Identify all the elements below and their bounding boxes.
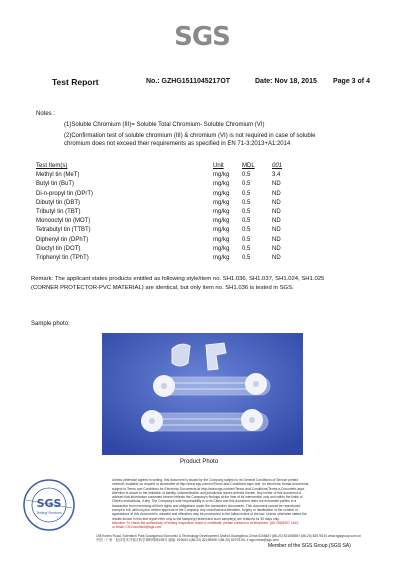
terms-fine-print	[112, 478, 378, 530]
table-row	[36, 190, 281, 199]
cell-mdl: 0.5	[242, 254, 251, 261]
sgs-logo	[174, 22, 230, 52]
cell-test-item: Monooctyl tin (MOT)	[36, 218, 91, 225]
fine-print-line: Client's instructions, if any. The Company's sole responsibility is to its Client and this document does not exonerate parties to a	[112, 499, 297, 504]
table-row	[36, 199, 281, 208]
page-number: Page 3 of 4	[333, 78, 370, 85]
cell-mdl: 0.5	[242, 236, 251, 243]
cell-mdl: 0.5	[242, 245, 251, 252]
results-table	[36, 162, 283, 263]
cell-result: ND	[272, 218, 281, 225]
cell-test-item: Butyl tin (BuT)	[36, 181, 75, 188]
seal-subtitle: Testing Services	[36, 511, 62, 515]
cell-unit: mg/kg	[213, 199, 230, 206]
cell-test-item: Di-n-propyl tin (DPrT)	[36, 190, 94, 197]
cell-mdl: 0.5	[242, 199, 251, 206]
notes-label: Notes :	[36, 111, 56, 117]
cell-result: ND	[272, 245, 281, 252]
col-header-unit: Unit	[213, 163, 224, 169]
fine-print-line: overleaf, available on request or accessible at http://www.sgs.com/en/Terms-and-Conditions.aspx and, for electronic format documents,	[112, 482, 310, 487]
fine-print-line: Unless otherwise agreed in writing, this document is issued by the Company subject to its General Conditions of Service printed	[112, 478, 299, 482]
fine-print-line: or email: CN.Doccheck@sgs.com	[112, 525, 162, 530]
table-row	[36, 180, 281, 189]
table-row	[36, 171, 281, 180]
sample-photo-label: Sample photo:	[31, 321, 70, 327]
report-date: Date: Nov 18, 2015	[255, 78, 317, 85]
report-title: Test Report	[52, 77, 99, 87]
cell-mdl: 0.5	[242, 181, 251, 188]
note-2-line-1: (2)Confirmation test of soluble chromium (III) & chromium (VI) is not required in case of soluble	[64, 133, 316, 139]
remark-line-2: (CORNER PROTECTOR-PVC MATERIAL) are identical, but only item no. SH1.036 is tested in SGS.	[31, 285, 294, 291]
cell-unit: mg/kg	[213, 181, 230, 188]
sgs-testing-seal	[22, 478, 76, 532]
note-2-line-2: chromium does not exceed their requirements as specified in EN 71-3:2013+A1:2014	[64, 141, 291, 147]
col-header-test-item: Test Item(s)	[36, 163, 68, 169]
table-row	[36, 245, 281, 254]
cell-result: ND	[272, 254, 281, 261]
table-row	[36, 236, 281, 245]
cell-test-item: Tributyl tin (TBT)	[36, 208, 81, 215]
report-number: No.: GZHG1511045217OT	[146, 78, 231, 85]
col-header-mdl: MDL	[242, 163, 255, 169]
fine-print-line: appearance of this document is unlawful and offenders may be prosecuted to the fullest extent of the law. Unless otherwise stated the	[112, 512, 307, 517]
cell-result: ND	[272, 236, 281, 243]
strap-1	[153, 373, 270, 397]
seal-brand: SGS	[36, 497, 62, 510]
table-row	[36, 217, 281, 226]
cell-result: ND	[272, 199, 281, 206]
cell-unit: mg/kg	[213, 245, 230, 252]
address-cn: 中国・广州・经济技术开发区科学城科珠路198号 邮编: 510663 t (86-20) 82155555 f (86-20) 82075191 e sgs.china@sgs.com	[96, 538, 279, 542]
cell-unit: mg/kg	[213, 190, 230, 197]
footer-member: Member of the SGS Group (SGS SA)	[268, 543, 351, 549]
fine-print-line: except in full, without prior written approval of the Company. Any unauthorized alteration, forgery or falsification of the content or	[112, 508, 298, 513]
cell-test-item: Tetrabutyl tin (TTBT)	[36, 227, 91, 234]
remark-line-1: Remark: The applicant states products entitled as following style/item no. SH1.036, SH1.037, SH1.024, SH1.025	[31, 276, 325, 282]
cell-test-item: Diphenyl tin (DPhT)	[36, 236, 89, 243]
cell-unit: mg/kg	[213, 236, 230, 243]
cell-mdl: 0.5	[242, 208, 251, 215]
fine-print-line: Attention is drawn to the limitation of liability, indemnification and jurisdiction issues defined therein. Any holder of this document is	[112, 490, 302, 495]
cell-mdl: 0.5	[242, 227, 251, 234]
table-header-row	[36, 162, 283, 171]
fine-print-line: advised that information contained hereon reflects the Company's findings at the time of its intervention only and within the limits of	[112, 495, 303, 500]
cell-test-item: Dioctyl tin (DOT)	[36, 245, 81, 252]
cell-unit: mg/kg	[213, 254, 230, 261]
cell-result: 3.4	[272, 172, 281, 179]
table-row	[36, 208, 281, 217]
cell-unit: mg/kg	[213, 172, 230, 179]
cell-unit: mg/kg	[213, 208, 230, 215]
cell-mdl: 0.5	[242, 190, 251, 197]
cell-result: ND	[272, 190, 281, 197]
fine-print-line: Attention: To check the authenticity of testing /inspection report & certificate, please contact us at telephone: (86-755)8307 1443,	[112, 520, 299, 525]
cell-test-item: Triphenyl tin (TPhT)	[36, 254, 89, 261]
note-1: (1)Soluble Chromium (III)= Soluble Total Chromium- Soluble Chromium (VI)	[64, 122, 265, 128]
address-en: 198 Kezhu Road, Scientech Park Guangzhou Economic & Technology Development District,Guangzhou,China 510663 t (86-20) 82155555 f (86-20) 82075191 www.sgsgroup.com.cn	[96, 534, 362, 538]
cell-result: ND	[272, 227, 281, 234]
col-header-sample-001: 001	[272, 163, 283, 169]
fine-print-line: results shown in this test report refer only to the sample(s) tested and such sample(s) are retained for 30 days only.	[112, 516, 280, 521]
fine-print-line: transaction from exercising all their rights and obligations under the transaction documents. This document cannot be reproduced	[112, 503, 301, 508]
table-row	[36, 254, 281, 263]
table-row	[36, 226, 281, 235]
cell-unit: mg/kg	[213, 218, 230, 225]
cell-test-item: Dibutyl tin (DBT)	[36, 199, 81, 206]
cell-mdl: 0.5	[242, 172, 251, 179]
logo-text: SGS	[174, 22, 230, 52]
fine-print-line: subject to Terms and Conditions for Electronic Documents at http://www.sgs.com/en/Terms-and-Conditions/Terms-e-Document.aspx.	[112, 486, 306, 491]
product-photo	[102, 333, 303, 455]
cell-test-item: Methyl tin (MeT)	[36, 172, 80, 179]
cell-result: ND	[272, 181, 281, 188]
photo-caption: Product Photo	[180, 459, 219, 465]
cell-unit: mg/kg	[213, 227, 230, 234]
cell-result: ND	[272, 208, 281, 215]
cell-mdl: 0.5	[242, 218, 251, 225]
